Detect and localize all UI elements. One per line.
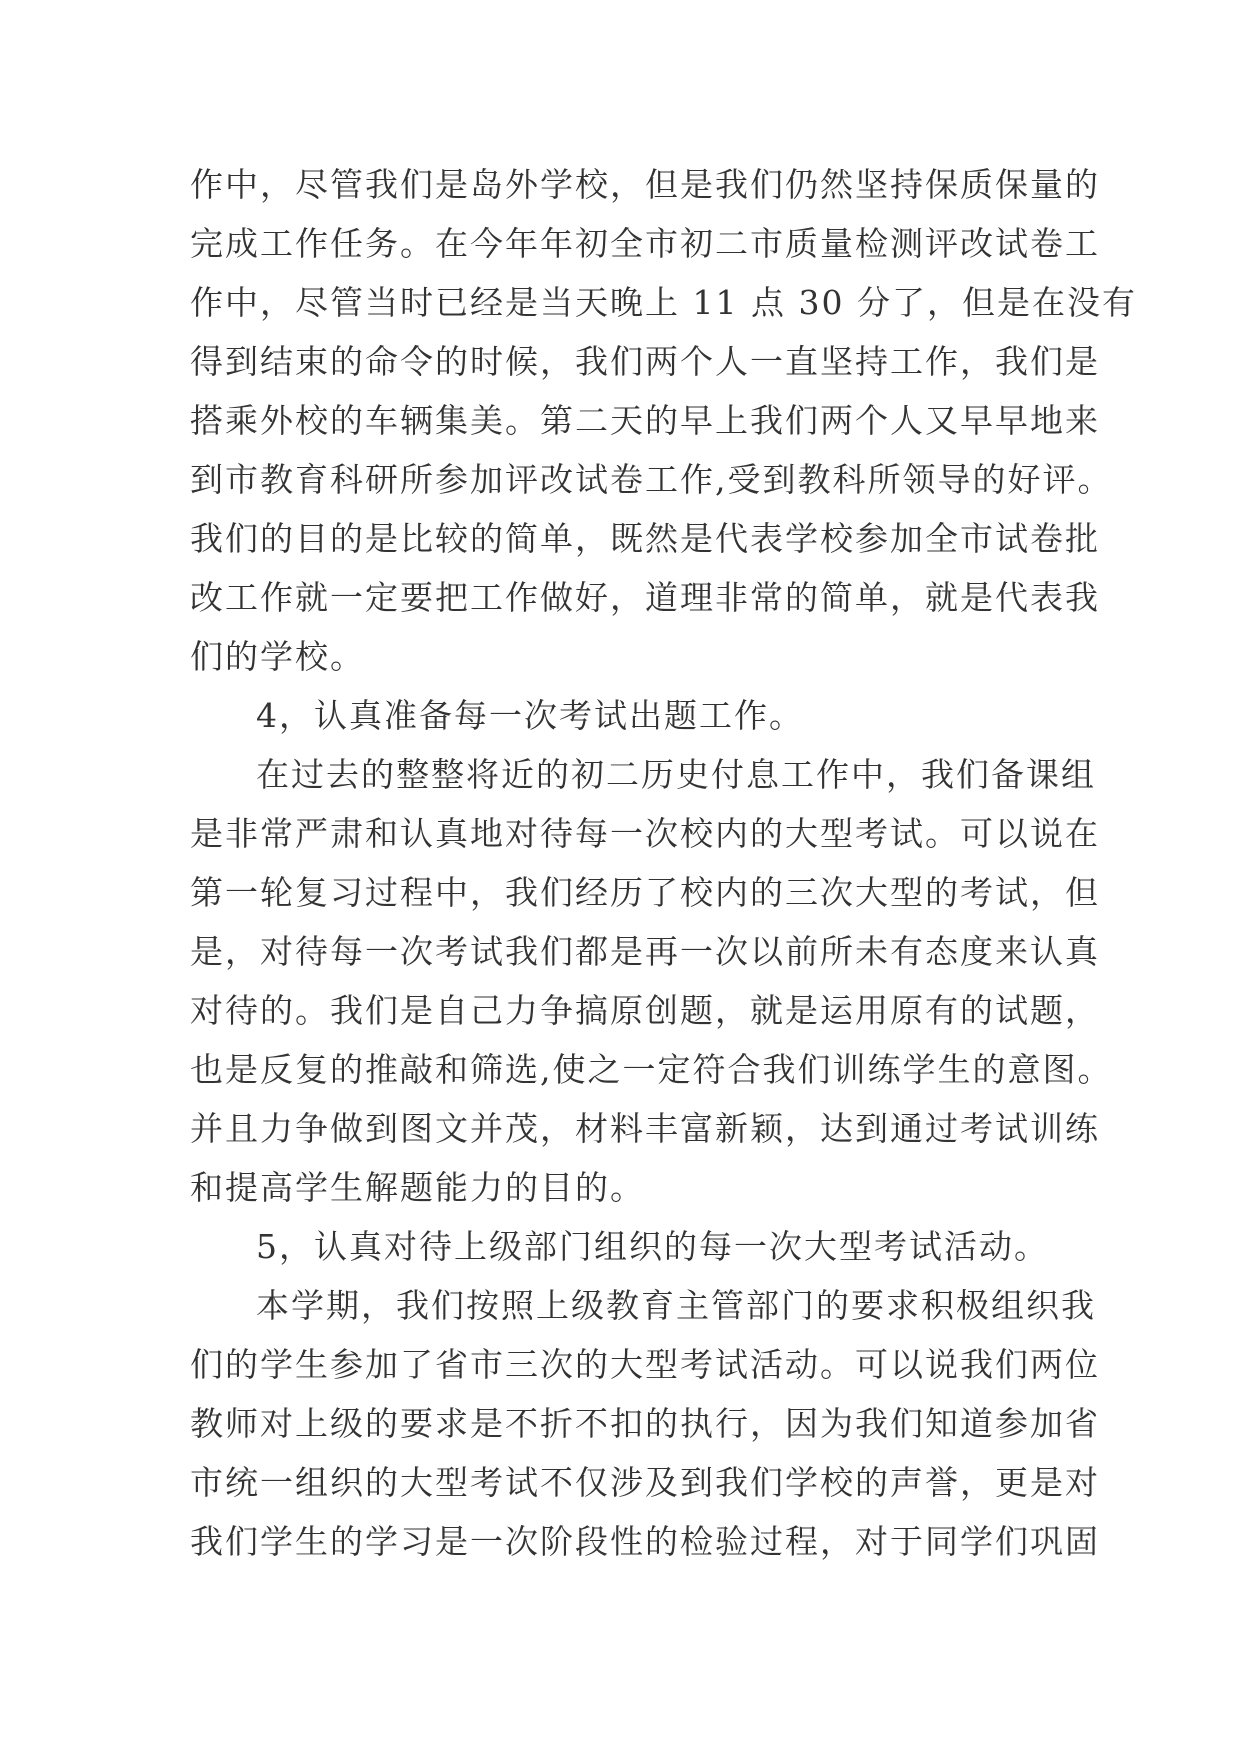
text-line: 我们的目的是比较的简单，既然是代表学校参加全市试卷批 [190, 519, 1100, 558]
text-line: 作中，尽管我们是岛外学校，但是我们仍然坚持保质保量的 [190, 165, 1100, 204]
text-line: 搭乘外校的车辆集美。第二天的早上我们两个人又早早地来 [190, 401, 1100, 440]
document-body-text [190, 155, 1137, 1571]
text-line: 改工作就一定要把工作做好，道理非常的简单，就是代表我 [190, 578, 1100, 617]
text-line: 也是反复的推敲和筛选,使之一定符合我们训练学生的意图。 [190, 1050, 1113, 1089]
text-line: 是非常严肃和认真地对待每一次校内的大型考试。可以说在 [190, 814, 1100, 853]
text-line: 教师对上级的要求是不折不扣的执行，因为我们知道参加省 [190, 1404, 1100, 1443]
text-line: 作中，尽管当时已经是当天晚上 11 点 30 分了，但是在没有 [190, 283, 1137, 322]
text-line: 第一轮复习过程中，我们经历了校内的三次大型的考试，但 [190, 873, 1100, 912]
text-line: 是，对待每一次考试我们都是再一次以前所未有态度来认真 [190, 932, 1100, 971]
text-line: 们的学校。 [190, 637, 365, 676]
text-line: 对待的。我们是自己力争搞原创题，就是运用原有的试题， [190, 991, 1100, 1030]
text-line: 们的学生参加了省市三次的大型考试活动。可以说我们两位 [190, 1345, 1100, 1384]
text-line: 完成工作任务。在今年年初全市初二市质量检测评改试卷工 [190, 224, 1100, 263]
text-line: 和提高学生解题能力的目的。 [190, 1168, 645, 1207]
text-line: 得到结束的命令的时候，我们两个人一直坚持工作，我们是 [190, 342, 1100, 381]
text-line: 我们学生的学习是一次阶段性的检验过程，对于同学们巩固 [190, 1522, 1100, 1561]
text-line: 4，认真准备每一次考试出题工作。 [256, 696, 804, 735]
text-line: 并且力争做到图文并茂，材料丰富新颖，达到通过考试训练 [190, 1109, 1100, 1148]
text-line: 到市教育科研所参加评改试卷工作,受到教科所领导的好评。 [190, 460, 1113, 499]
text-line: 市统一组织的大型考试不仅涉及到我们学校的声誉，更是对 [190, 1463, 1100, 1502]
text-line: 5，认真对待上级部门组织的每一次大型考试活动。 [256, 1227, 1049, 1266]
text-line: 本学期，我们按照上级教育主管部门的要求积极组织我 [256, 1286, 1096, 1325]
text-line: 在过去的整整将近的初二历史付息工作中，我们备课组 [256, 755, 1096, 794]
